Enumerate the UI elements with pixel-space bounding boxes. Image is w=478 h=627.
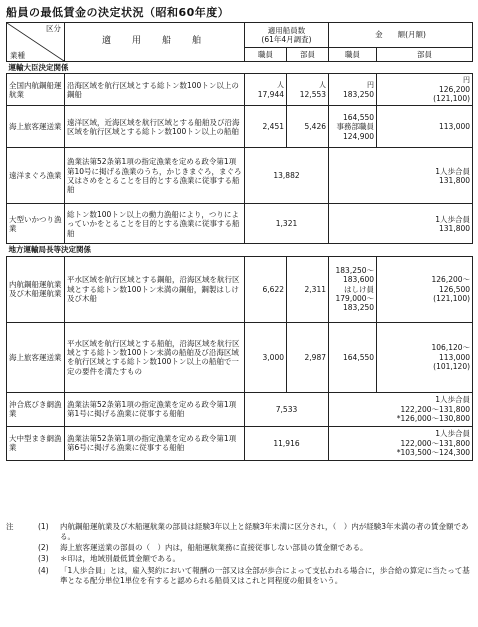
- note-item: [6, 566, 472, 586]
- vessel-cell: 総トン数100トン以上の動力漁船により，つりによっていかをとることを目的とする漁業に従事する船舶: [65, 204, 245, 244]
- header-gyoshu: 業種: [10, 50, 25, 60]
- page-title: 船員の最低賃金の決定状況（昭和60年度）: [6, 6, 230, 19]
- crew-rating-cell: 2,311: [287, 256, 329, 322]
- table-row: [7, 74, 473, 106]
- vessel-cell: 漁業法第52条第1項の指定漁業を定める政令第1項第6号に掲げる漁業に従事する船舶: [65, 426, 245, 460]
- industry-cell: 内航鋼船運航業及び木船運航業: [7, 256, 65, 322]
- note-text: 海上旅客運送業の部員の（ ）内は，船舶運航業務に直接従事しない部員の賃金額である。: [60, 543, 368, 553]
- note-text: 「1人歩合員」とは，雇入契約において報酬の一部又は全部が歩合によって支払われる場合に，歩合給の算定に当たって基準となる配分単位1単位を有すると認められる船員又はこれと同程度の船員をいう。: [60, 565, 470, 585]
- note-label: [6, 566, 38, 586]
- vessel-cell: 遠洋区域，近海区域を航行区域とする船舶及び沿海区域を航行区域とする総トン数100トン以上の船舶: [65, 106, 245, 148]
- industry-cell: 沖合底びき網漁業: [7, 392, 65, 426]
- crew-total-cell: 11,916: [245, 426, 329, 460]
- wage-total-cell: 1人歩合員 122,200～131,800 *126,000～130,800: [329, 392, 473, 426]
- minimum-wage-table: [6, 22, 473, 461]
- industry-cell: 全国内航鋼船運航業: [7, 74, 65, 106]
- note-number: (3): [38, 554, 49, 564]
- header-wage: 金 額(月額): [329, 23, 473, 48]
- table-row: [7, 148, 473, 204]
- crew-officer-cell: 3,000: [245, 322, 287, 392]
- note-text: 内航鋼船運航業及び木船運航業の部員は経験3年以上と経験3年未満に区分され，（ ）内が経験3年未満の者の賃金額である。: [60, 522, 469, 542]
- wage-officer-cell: 183,250～ 183,600 はしけ員 179,000～ 183,250: [329, 256, 377, 322]
- crew-total-cell: 1,321: [245, 204, 329, 244]
- note-label: [6, 543, 38, 553]
- header-crew-count: 適用船員数 (61年4月調査): [245, 23, 329, 48]
- header-vessel: 適 用 船 舶: [65, 23, 245, 62]
- wage-total-cell: 1人歩合員 131,800: [329, 204, 473, 244]
- wage-officer-cell: 164,550 事務部職員 124,900: [329, 106, 377, 148]
- crew-officer-cell: 6,622: [245, 256, 287, 322]
- vessel-cell: 平水区域を航行区域とする船舶，沿海区域を航行区域とする総トン数100トン未満の船舶及び沿海区域を航行区域とする総トン数100トン以上の船舶で一定の要件を満たすもの: [65, 322, 245, 392]
- crew-officer-cell-unit: 人: [277, 80, 284, 89]
- header-officer-wage: 職員: [329, 47, 377, 61]
- wage-officer-cell: 164,550: [329, 322, 377, 392]
- section-label: 運輸大臣決定関係: [7, 62, 473, 74]
- header-kubun: 区分: [46, 24, 61, 33]
- vessel-cell: 平水区域を航行区域とする鋼船，沿海区域を航行区域とする総トン数100トン未満の鋼船，鋼製はしけ及び木船: [65, 256, 245, 322]
- note-item: [6, 522, 472, 542]
- table-row: [7, 106, 473, 148]
- wage-rating-cell: 113,000: [377, 106, 473, 148]
- crew-rating-cell: 2,987: [287, 322, 329, 392]
- crew-officer-cell: 2,451: [245, 106, 287, 148]
- note-text: ＊印は，地域別最低賃金額である。: [60, 554, 180, 564]
- industry-cell: 遠洋まぐろ漁業: [7, 148, 65, 204]
- note-number: (2): [38, 543, 49, 553]
- note-item: [6, 543, 472, 553]
- header-corner-cell: [7, 23, 65, 62]
- table-row: [7, 256, 473, 322]
- crew-rating-cell: 5,426: [287, 106, 329, 148]
- vessel-cell: 漁業法第52条第1項の指定漁業を定める政令第1項第1号に掲げる漁業に従事する船舶: [65, 392, 245, 426]
- note-label: [6, 554, 38, 564]
- industry-cell: 海上旅客運送業: [7, 106, 65, 148]
- section-label: 地方運輸局長等決定関係: [7, 244, 473, 256]
- industry-cell: 大中型まき網漁業: [7, 426, 65, 460]
- crew-officer-cell: 人 17,944: [245, 74, 287, 106]
- note-label: 注: [6, 522, 14, 531]
- crew-rating-cell: 人 12,553: [287, 74, 329, 106]
- wage-total-cell: 1人歩合員 122,000～131,800 *103,500～124,300: [329, 426, 473, 460]
- crew-rating-cell-unit: 人: [319, 80, 327, 89]
- note-number: (1): [38, 522, 49, 531]
- industry-cell: 大型いかつり漁業: [7, 204, 65, 244]
- header-rating-count: 部員: [287, 47, 329, 61]
- crew-total-cell: 13,882: [245, 148, 329, 204]
- table-row: [7, 322, 473, 392]
- table-row: [7, 426, 473, 460]
- wage-rating-cell-unit: 円: [463, 76, 471, 85]
- header-officer-count: 職員: [245, 47, 287, 61]
- note-item: [6, 554, 472, 564]
- table-row: [7, 392, 473, 426]
- wage-officer-cell-unit: 円: [367, 80, 375, 89]
- vessel-cell: 漁業法第52条第1項の指定漁業を定める政令第1項第10号に掲げる漁業のうち，かじきまぐろ，まぐろ又はさめをとることを目的とする漁業に従事する船舶: [65, 148, 245, 204]
- notes-block: [6, 522, 472, 587]
- vessel-cell: 沿海区域を航行区域とする総トン数100トン以上の鋼船: [65, 74, 245, 106]
- table-row: [7, 204, 473, 244]
- crew-total-cell: 7,533: [245, 392, 329, 426]
- wage-total-cell: 1人歩合員 131,800: [329, 148, 473, 204]
- header-rating-wage: 部員: [377, 47, 473, 61]
- wage-rating-cell: 106,120～ 113,000 (101,120): [377, 322, 473, 392]
- note-number: (4): [38, 565, 49, 575]
- wage-rating-cell: 円 126,200 (121,100): [377, 74, 473, 106]
- wage-rating-cell: 126,200～ 126,500 (121,100): [377, 256, 473, 322]
- industry-cell: 海上旅客運送業: [7, 322, 65, 392]
- wage-officer-cell: 円 183,250: [329, 74, 377, 106]
